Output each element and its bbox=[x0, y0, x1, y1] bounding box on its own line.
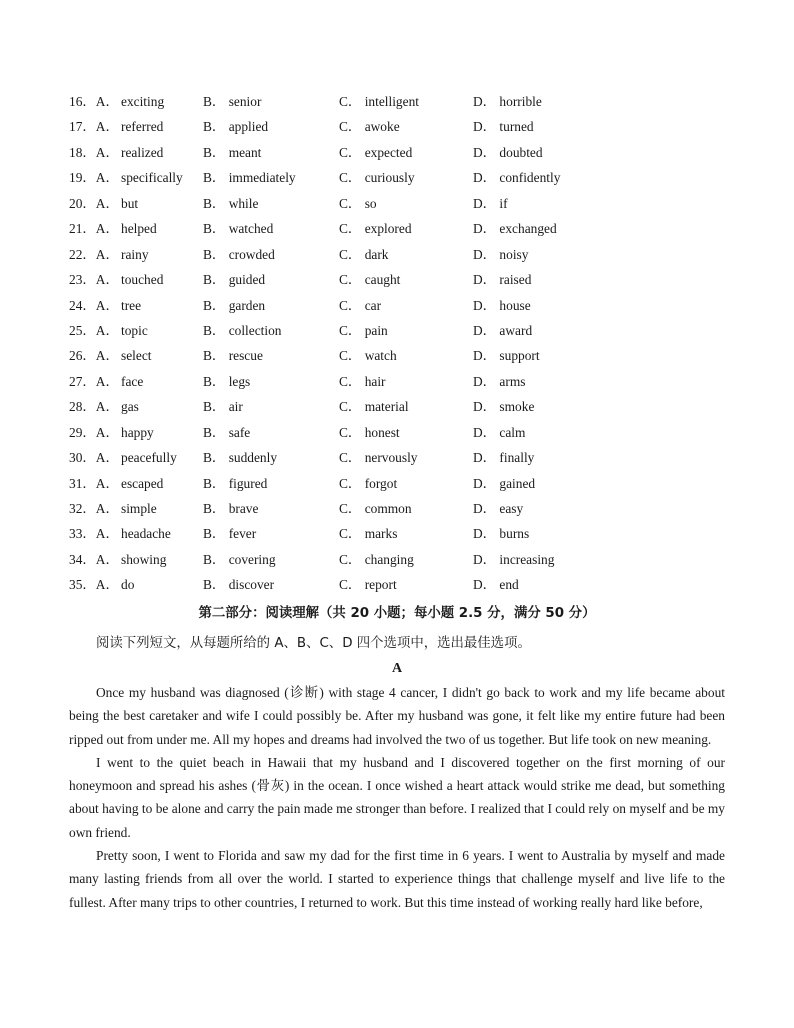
question-row bbox=[66, 547, 746, 572]
option-c-prefix: C． bbox=[339, 348, 362, 364]
option-c-text: changing bbox=[364, 551, 414, 567]
question-number: 29．A． bbox=[69, 424, 119, 440]
option-b-text: figured bbox=[228, 475, 268, 491]
option-b bbox=[203, 572, 274, 597]
option-b-prefix: B． bbox=[203, 424, 226, 440]
option-b-prefix: B． bbox=[203, 94, 226, 109]
option-d bbox=[473, 445, 534, 470]
option-c bbox=[339, 343, 397, 368]
option-c bbox=[339, 216, 412, 241]
option-c-prefix: C． bbox=[339, 551, 362, 567]
option-b-text: fever bbox=[228, 526, 257, 542]
option-d-prefix: D． bbox=[473, 119, 497, 135]
option-d bbox=[473, 267, 531, 292]
option-c bbox=[339, 547, 414, 572]
option-c-text: report bbox=[364, 577, 397, 593]
question-row bbox=[66, 572, 746, 597]
option-c bbox=[339, 394, 409, 419]
passage-label: A bbox=[391, 661, 403, 676]
option-c-text: honest bbox=[364, 424, 400, 440]
option-c-text: pain bbox=[364, 322, 388, 338]
option-c bbox=[339, 471, 397, 496]
option-d-text: exchanged bbox=[499, 221, 557, 237]
option-d bbox=[473, 572, 519, 597]
option-b-text: air bbox=[228, 399, 243, 415]
option-b-prefix: B． bbox=[203, 144, 226, 160]
question-row bbox=[66, 394, 746, 419]
option-d-text: support bbox=[499, 348, 540, 364]
option-b-prefix: B． bbox=[203, 297, 226, 313]
option-b-text: suddenly bbox=[228, 450, 278, 466]
option-c-text: so bbox=[364, 195, 377, 211]
option-b-prefix: B． bbox=[203, 221, 226, 237]
option-a: happy bbox=[121, 424, 154, 440]
option-b-prefix: B． bbox=[203, 551, 226, 567]
option-b bbox=[203, 547, 276, 572]
option-c bbox=[339, 318, 388, 343]
option-d-text: raised bbox=[499, 272, 532, 288]
option-d-text: easy bbox=[499, 501, 524, 516]
option-d bbox=[473, 89, 542, 114]
question-number: 22．A． bbox=[69, 246, 119, 262]
option-d-prefix: D． bbox=[473, 144, 497, 160]
option-b-prefix: B． bbox=[203, 399, 226, 415]
option-d-text: gained bbox=[499, 475, 536, 491]
option-b bbox=[203, 369, 250, 394]
question-row bbox=[66, 496, 746, 521]
option-d bbox=[473, 140, 543, 165]
option-d-text: turned bbox=[499, 119, 534, 135]
option-c-prefix: C． bbox=[339, 94, 362, 109]
option-c bbox=[339, 242, 388, 267]
option-d-prefix: D． bbox=[473, 297, 497, 313]
option-b bbox=[203, 318, 282, 343]
option-c-text: intelligent bbox=[364, 94, 419, 109]
option-b-text: while bbox=[228, 195, 259, 211]
option-b bbox=[203, 267, 265, 292]
option-a: showing bbox=[121, 551, 167, 567]
question-number: 19．A． bbox=[69, 170, 119, 186]
question-row bbox=[66, 369, 746, 394]
question-row bbox=[66, 89, 746, 114]
option-b-prefix: B． bbox=[203, 577, 226, 593]
answer-options-list bbox=[66, 89, 746, 598]
option-d bbox=[473, 343, 540, 368]
option-c-prefix: C． bbox=[339, 272, 362, 288]
option-d bbox=[473, 191, 508, 216]
option-d-prefix: D． bbox=[473, 424, 497, 440]
option-d bbox=[473, 293, 531, 318]
option-c bbox=[339, 496, 412, 521]
option-c bbox=[339, 140, 412, 165]
question-number: 35．A． bbox=[69, 577, 119, 593]
option-d-prefix: D． bbox=[473, 170, 497, 186]
option-b-prefix: B． bbox=[203, 322, 226, 338]
option-b-text: legs bbox=[228, 373, 251, 389]
option-d bbox=[473, 114, 534, 139]
option-c-prefix: C． bbox=[339, 450, 362, 466]
passage-paragraph: Once my husband was diagnosed (诊断) with stage 4 cancer, I didn't go back to work and my life became about being the best caretaker and wife I could possibly be. After my husband was gone, it felt like my entire future had been ripped out from under me. All my hopes and dreams had involved the two of us together. But life took on new meaning. bbox=[69, 685, 725, 747]
option-a: touched bbox=[121, 272, 164, 288]
passage-paragraph: Pretty soon, I went to Florida and saw my dad for the first time in 6 years. I went to Australia by myself and made many lasting friends from all over the world. I started to experience things that challenge myself and live life to the fullest. After many trips to other countries, I returned to work. But this time instead of working really hard like before, bbox=[69, 848, 725, 910]
option-c-text: forgot bbox=[364, 475, 398, 491]
passage-paragraph: I went to the quiet beach in Hawaii that my husband and I discovered together on the first morning of our honeymoon and spread his ashes (骨灰) in the ocean. I once wished a heart attack would strike me dead, but something about having to be alone and carry the pain made me stronger than before. I realized that I could rely on myself and be my own friend. bbox=[69, 754, 725, 840]
option-b bbox=[203, 293, 265, 318]
option-b-prefix: B． bbox=[203, 501, 226, 516]
option-d-prefix: D． bbox=[473, 501, 497, 516]
option-c-prefix: C． bbox=[339, 373, 362, 389]
option-c-prefix: C． bbox=[339, 424, 362, 440]
option-b-prefix: B． bbox=[203, 475, 226, 491]
question-row bbox=[66, 242, 746, 267]
question-number: 33．A． bbox=[69, 526, 119, 542]
question-number: 27．A． bbox=[69, 373, 119, 389]
option-b-text: watched bbox=[228, 221, 274, 237]
option-d-text: end bbox=[499, 577, 519, 593]
option-d-prefix: D． bbox=[473, 195, 497, 211]
option-b-prefix: B． bbox=[203, 348, 226, 364]
option-b bbox=[203, 242, 275, 267]
option-d bbox=[473, 496, 523, 521]
section-instructions: 阅读下列短文，从每题所给的 A、B、C、D 四个选项中，选出最佳选项。 bbox=[96, 636, 531, 651]
option-b-text: collection bbox=[228, 322, 282, 338]
question-number: 17．A． bbox=[69, 119, 119, 135]
option-d-prefix: D． bbox=[473, 373, 497, 389]
question-number: 34．A． bbox=[69, 551, 119, 567]
option-b-text: garden bbox=[228, 297, 266, 313]
option-d-prefix: D． bbox=[473, 577, 497, 593]
option-b-text: crowded bbox=[228, 246, 275, 262]
question-number: 16．A． bbox=[69, 94, 119, 109]
option-d-prefix: D． bbox=[473, 450, 497, 466]
question-number: 25．A． bbox=[69, 322, 119, 338]
option-c-prefix: C． bbox=[339, 501, 362, 516]
option-b-prefix: B． bbox=[203, 526, 226, 542]
option-a: realized bbox=[121, 144, 164, 160]
option-b-prefix: B． bbox=[203, 170, 226, 186]
option-c-prefix: C． bbox=[339, 119, 362, 135]
option-d-text: horrible bbox=[499, 94, 542, 109]
option-d-text: finally bbox=[499, 450, 535, 466]
option-d-prefix: D． bbox=[473, 322, 497, 338]
option-a: specifically bbox=[121, 170, 183, 186]
option-c bbox=[339, 420, 400, 445]
option-d-prefix: D． bbox=[473, 551, 497, 567]
option-b bbox=[203, 140, 261, 165]
option-d bbox=[473, 547, 554, 572]
option-d-text: if bbox=[499, 195, 508, 211]
option-b bbox=[203, 165, 296, 190]
option-d-text: house bbox=[499, 297, 531, 313]
option-a: face bbox=[121, 373, 144, 389]
question-number: 23．A． bbox=[69, 272, 119, 288]
option-b-prefix: B． bbox=[203, 119, 226, 135]
option-b-prefix: B． bbox=[203, 246, 226, 262]
option-a: peacefully bbox=[121, 450, 177, 466]
option-c-prefix: C． bbox=[339, 322, 362, 338]
option-d-text: calm bbox=[499, 424, 526, 440]
question-row bbox=[66, 343, 746, 368]
option-b bbox=[203, 394, 243, 419]
question-row bbox=[66, 114, 746, 139]
question-number: 31．A． bbox=[69, 475, 119, 491]
question-row bbox=[66, 293, 746, 318]
option-d-text: noisy bbox=[499, 246, 529, 262]
option-c-prefix: C． bbox=[339, 144, 362, 160]
option-b bbox=[203, 445, 277, 470]
option-d bbox=[473, 521, 529, 546]
option-c-prefix: C． bbox=[339, 170, 362, 186]
option-c-text: watch bbox=[364, 348, 397, 364]
option-d-prefix: D． bbox=[473, 94, 497, 109]
question-number: 30．A． bbox=[69, 450, 119, 466]
option-c bbox=[339, 191, 377, 216]
option-d-text: smoke bbox=[499, 399, 535, 415]
option-d-text: doubted bbox=[499, 144, 543, 160]
option-d bbox=[473, 318, 532, 343]
option-c bbox=[339, 165, 415, 190]
option-a: headache bbox=[121, 526, 171, 542]
question-row bbox=[66, 267, 746, 292]
option-c-text: curiously bbox=[364, 170, 415, 186]
option-b-prefix: B． bbox=[203, 373, 226, 389]
option-c bbox=[339, 114, 400, 139]
section-title: 第二部分：阅读理解（共 20 小题；每小题 2.5 分，满分 50 分） bbox=[198, 606, 596, 621]
option-c bbox=[339, 445, 418, 470]
option-a: exciting bbox=[121, 94, 165, 109]
option-c-text: expected bbox=[364, 144, 413, 160]
option-a: tree bbox=[121, 297, 142, 313]
option-b bbox=[203, 420, 250, 445]
option-a: simple bbox=[121, 501, 157, 516]
option-c bbox=[339, 267, 400, 292]
option-b-text: immediately bbox=[228, 170, 296, 186]
option-a: select bbox=[121, 348, 152, 364]
option-c-text: dark bbox=[364, 246, 389, 262]
option-b-text: discover bbox=[228, 577, 275, 593]
option-d bbox=[473, 369, 525, 394]
question-number: 18．A． bbox=[69, 144, 119, 160]
option-d-text: confidently bbox=[499, 170, 561, 186]
option-c-text: material bbox=[364, 399, 409, 415]
option-c bbox=[339, 89, 419, 114]
question-row bbox=[66, 420, 746, 445]
question-row bbox=[66, 521, 746, 546]
question-row bbox=[66, 471, 746, 496]
option-c-text: caught bbox=[364, 272, 401, 288]
option-d-prefix: D． bbox=[473, 475, 497, 491]
option-d bbox=[473, 471, 535, 496]
option-c bbox=[339, 293, 381, 318]
option-b-text: safe bbox=[228, 424, 251, 440]
option-b-text: rescue bbox=[228, 348, 263, 364]
option-c-prefix: C． bbox=[339, 221, 362, 237]
option-d bbox=[473, 165, 560, 190]
option-b-prefix: B． bbox=[203, 195, 226, 211]
option-b-text: meant bbox=[228, 144, 262, 160]
question-number: 20．A． bbox=[69, 195, 119, 211]
question-row bbox=[66, 318, 746, 343]
option-c-text: nervously bbox=[364, 450, 418, 466]
option-d-text: award bbox=[499, 322, 533, 338]
option-a: but bbox=[121, 195, 139, 211]
question-row bbox=[66, 445, 746, 470]
option-d-prefix: D． bbox=[473, 399, 497, 415]
option-b bbox=[203, 114, 268, 139]
question-number: 24．A． bbox=[69, 297, 119, 313]
option-c bbox=[339, 521, 397, 546]
option-b bbox=[203, 216, 273, 241]
option-a: rainy bbox=[121, 246, 149, 262]
option-a: escaped bbox=[121, 475, 164, 491]
option-b bbox=[203, 521, 256, 546]
option-d-prefix: D． bbox=[473, 526, 497, 542]
option-c-prefix: C． bbox=[339, 399, 362, 415]
option-b bbox=[203, 191, 258, 216]
question-number: 26．A． bbox=[69, 348, 119, 364]
option-d bbox=[473, 420, 525, 445]
option-b-text: senior bbox=[228, 94, 262, 109]
option-c-prefix: C． bbox=[339, 246, 362, 262]
option-d-prefix: D． bbox=[473, 246, 497, 262]
reading-passage bbox=[69, 681, 725, 914]
question-number: 32．A． bbox=[69, 501, 119, 516]
option-c-text: hair bbox=[364, 373, 386, 389]
option-c-prefix: C． bbox=[339, 475, 362, 491]
option-d-text: increasing bbox=[499, 551, 555, 567]
question-row bbox=[66, 216, 746, 241]
option-c-prefix: C． bbox=[339, 577, 362, 593]
option-c-text: common bbox=[364, 501, 412, 516]
option-b-text: guided bbox=[228, 272, 266, 288]
option-c bbox=[339, 572, 397, 597]
question-number: 21．A． bbox=[69, 221, 119, 237]
option-c-prefix: C． bbox=[339, 526, 362, 542]
option-b bbox=[203, 471, 267, 496]
option-c-text: explored bbox=[364, 221, 412, 237]
option-c bbox=[339, 369, 386, 394]
question-row bbox=[66, 191, 746, 216]
option-d-prefix: D． bbox=[473, 221, 497, 237]
option-d-text: burns bbox=[499, 526, 530, 542]
option-b-text: brave bbox=[228, 501, 259, 516]
option-c-prefix: C． bbox=[339, 297, 362, 313]
option-b-prefix: B． bbox=[203, 272, 226, 288]
option-d-prefix: D． bbox=[473, 272, 497, 288]
option-d bbox=[473, 216, 557, 241]
question-number: 28．A． bbox=[69, 399, 119, 415]
option-b-text: covering bbox=[228, 551, 276, 567]
option-b-text: applied bbox=[228, 119, 269, 135]
option-a: gas bbox=[121, 399, 139, 415]
option-d bbox=[473, 242, 528, 267]
option-d bbox=[473, 394, 534, 419]
option-d-prefix: D． bbox=[473, 348, 497, 364]
option-d-text: arms bbox=[499, 373, 526, 389]
option-a: topic bbox=[121, 322, 148, 338]
option-c-text: car bbox=[364, 297, 382, 313]
option-c-prefix: C． bbox=[339, 195, 362, 211]
option-b bbox=[203, 496, 258, 521]
option-c-text: awoke bbox=[364, 119, 400, 135]
option-a: helped bbox=[121, 221, 157, 237]
question-row bbox=[66, 140, 746, 165]
option-b-prefix: B． bbox=[203, 450, 226, 466]
question-row bbox=[66, 165, 746, 190]
option-c-text: marks bbox=[364, 526, 398, 542]
option-a: do bbox=[121, 577, 135, 593]
option-a: referred bbox=[121, 119, 164, 135]
option-b bbox=[203, 343, 263, 368]
option-b bbox=[203, 89, 261, 114]
